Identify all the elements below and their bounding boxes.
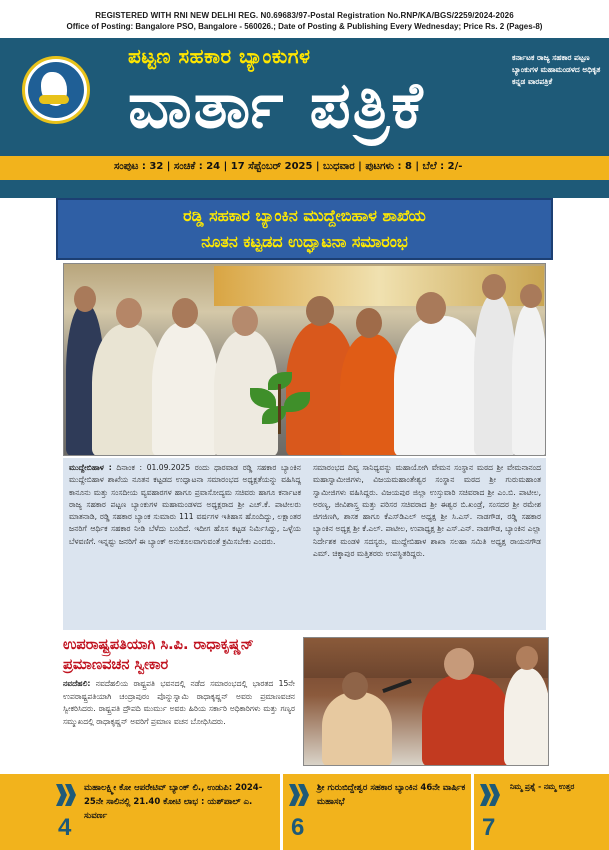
masthead-subtitle: ಪಟ್ಟಣ ಸಹಕಾರ ಬ್ಯಾಂಕುಗಳ (128, 44, 311, 68)
issue-info-text: ಸಂಪುಟ : 32 | ಸಂಚಿಕೆ : 24 | 17 ಸೆಪ್ಟೆಂಬರ್ 2025 | ಬುಧವಾರ | ಪುಟಗಳು : 8 | ಬೆಲೆ : 2/- (114, 161, 463, 172)
inauguration-photo (63, 263, 546, 456)
masthead-title: ವಾರ್ತಾ ಪತ್ರಿಕೆ (128, 69, 425, 143)
footer-item-text: ನಿಮ್ಮ ಪ್ರಶ್ನೆ - ನಮ್ಮ ಉತ್ತರ (510, 782, 575, 791)
registration-line-2: Office of Posting: Bangalore PSO, Bangalore - 560026.; Date of Posting & Publishing Every Wednesday; Price Rs. 2 (Pages-8) (66, 22, 543, 31)
federation-logo-icon (22, 56, 90, 124)
second-story-dateline: ನವದೆಹಲಿ: (63, 679, 91, 688)
registration-line-1: REGISTERED WITH RNI NEW DELHI REG. N0.69683/97-Postal Registration No.RNP/KA/BGS/2259/2024-2026 (95, 11, 514, 20)
footer-page-number: 4 (58, 814, 72, 841)
footer-item-page-7[interactable] (474, 774, 609, 850)
footer-page-number: 6 (291, 814, 305, 841)
masthead (0, 38, 609, 156)
footer-index (0, 774, 609, 850)
lead-headline-box (56, 198, 553, 260)
sapling-plant-icon (250, 364, 312, 434)
footer-page-number: 7 (482, 814, 496, 841)
divider-strip (0, 180, 609, 198)
issue-info-bar (0, 156, 609, 180)
lead-headline-line-2: ನೂತನ ಕಟ್ಟಡದ ಉದ್ಘಾಟನಾ ಸಮಾರಂಭ (201, 232, 408, 251)
second-story-body (63, 678, 295, 728)
footer-item-text: ಶ್ರೀ ಗುರುಬಿದ್ದೇಶ್ವರ ಸಹಕಾರ ಬ್ಯಾಂಕಿನ 46ನೇ ವಾರ್ಷಿಕ ಮಹಾಸಭೆ (317, 783, 466, 807)
lead-article-column-2: ಸಮಾರಂಭದ ದಿವ್ಯ ಸಾನಿಧ್ಯವನ್ನು ಮಹಾಯೋಗಿ ವೇಮನ ಸಂಸ್ಥಾನ ಮಠದ ಶ್ರೀ ವೇಮನಾನಂದ ಮಹಾಸ್ವಾಮೀಜಿಗಳು, ವಿಜಯಮಹಾಂತೇಶ್ವರ ಸಂಸ್ಥಾನ ಮಠದ ಶ್ರೀ ಗುರುಮಹಾಂತ ಸ್ವಾಮೀಜಿಗಳು ವಹಿಸಿದ್ದರು. ವಿಜಯಪುರ ಜಿಲ್ಲಾ ಉಸ್ತುವಾರಿ ಸಚಿವರಾದ ಶ್ರೀ ಎಂ.ಬಿ. ಪಾಟೀಲ, ಅರಣ್ಯ, ಜೀವಿಶಾಸ್ತ್ರ ಮತ್ತು ಪರಿಸರ ಸಚಿವರಾದ ಶ್ರೀ ಈಶ್ವರ ಬಿ.ಖಂಡ್ರೆ, ಸಂಸದರ ಶ್ರೀ ರಮೇಶ ಜಿಗಜಿಣಗಿ, ಶಾಸಕ ಹಾಗೂ ಕೆಎಸ್‌ಡಿಎಲ್ ಅಧ್ಯಕ್ಷ ಶ್ರೀ ಸಿ.ಎಸ್. ನಾಡಗೌಡ, ರಡ್ಡಿ ಸಹಕಾರ ಬ್ಯಾಂಕಿನ ಅಧ್ಯಕ್ಷ ಶ್ರೀ ಕೆ.ಎಲ್. ಪಾಟೀಲ, ಉಪಾಧ್ಯಕ್ಷ ಶ್ರೀ ಎಸ್.ಎನ್. ನಾಡಗೌಡ, ಬ್ಯಾಂಕಿನ ಎಲ್ಲಾ ನಿರ್ದೇಶಕ ಮಂಡಳಿ ಸದಸ್ಯರು, ಮುದ್ದೇಬಿಹಾಳ ಶಾಖಾ ಸಲಹಾ ಸಮಿತಿ ಅಧ್ಯಕ್ಷ ರಾಯನಗೌಡ ಎಮ್. ಚಿಕ್ಕಾಪುರ ಮತ್ತಿತರರು ಉಪಸ್ಥಿತರಿದ್ದರು. (313, 463, 541, 559)
second-story-text: ನವದೆಹಲಿಯ ರಾಷ್ಟ್ರಪತಿ ಭವನದಲ್ಲಿ ನಡೆದ ಸಮಾರಂಭದಲ್ಲಿ ಭಾರತದ 15ನೇ ಉಪರಾಷ್ಟ್ರಪತಿಯಾಗಿ ಚಂದ್ರಾಪುರಂ ಪೊನ್ನುಸ್ವಾಮಿ ರಾಧಾಕೃಷ್ಣನ್ ಅವರು ಪ್ರಮಾಣವಚನ ಸ್ವೀಕರಿಸಿದರು. ರಾಷ್ಟ್ರಪತಿ ದ್ರೌಪದಿ ಮುರ್ಮು ಅವರು ಹಿರಿಯ ಸರ್ಕಾರಿ ಅಧಿಕಾರಿಗಳು ಮತ್ತು ಗಣ್ಯರ ಸಮ್ಮುಖದಲ್ಲಿ ರಾಧಾಕೃಷ್ಣನ್ ಅವರಿಗೆ ಪ್ರಮಾಣ ವಚನ ಬೋಧಿಸಿದರು. (63, 679, 295, 726)
chevron-right-icon (56, 784, 78, 806)
lead-headline-line-1: ರಡ್ಡಿ ಸಹಕಾರ ಬ್ಯಾಂಕಿನ ಮುದ್ದೇಬಿಹಾಳ ಶಾಖೆಯ (183, 206, 426, 225)
footer-item-page-4[interactable] (0, 774, 263, 850)
second-story-headline: ಉಪರಾಷ್ಟ್ರಪತಿಯಾಗಿ ಸಿ.ಪಿ. ರಾಧಾಕೃಷ್ಣನ್ ಪ್ರಮಾಣವಚನ ಸ್ವೀಕಾರ (63, 637, 254, 673)
chevron-right-icon (480, 784, 502, 806)
masthead-side-note: ಕರ್ನಾಟಕ ರಾಜ್ಯ ಸಹಕಾರ ಪಟ್ಟಣ ಬ್ಯಾಂಕುಗಳ ಮಹಾಮಂಡಳದ ಅಧಿಕೃತ ಕನ್ನಡ ವಾರಪತ್ರಿಕೆ (512, 53, 601, 86)
lead-article (63, 458, 546, 630)
oath-ceremony-photo (303, 637, 549, 766)
chevron-right-icon (289, 784, 311, 806)
footer-item-page-6[interactable] (283, 774, 466, 850)
lead-article-text-1: ದಿನಾಂಕ : 01.09.2025 ರಂದು ಧಾರವಾಡ ರಡ್ಡಿ ಸಹಕಾರ ಬ್ಯಾಂಕಿನ ಮುದ್ದೇಬಿಹಾಳ ಶಾಖೆಯ ನೂತನ ಕಟ್ಟಡದ ಉದ್ಘಾಟನಾ ಸಮಾರಂಭದ ಅಧ್ಯಕ್ಷತೆಯನ್ನು ವಹಿಸಿದ್ದ ಕಾನೂನು ಮತ್ತು ಸಂಸದೀಯ ವ್ಯವಹಾರಗಳ ಹಾಗೂ ಪ್ರವಾಸೋದ್ಯಮ ಸಚಿವರು ಹಾಗೂ ಕರ್ನಾಟಕ ರಾಜ್ಯ ಸಹಕಾರ ಪಟ್ಟಣ ಬ್ಯಾಂಕುಗಳ ಮಹಾಮಂಡಳದ ಅಧ್ಯಕ್ಷರಾದ ಶ್ರೀ ಎಚ್.ಕೆ. ಪಾಟೀಲರು ಮಾತನಾಡಿ, ರಡ್ಡಿ ಸಹಕಾರ ಬ್ಯಾಂಕ ಸುಮಾರು 111 ವರ್ಷಗಳ ಇತಿಹಾಸ ಹೊಂದಿದ್ದು, ಲಕ್ಷಾಂತರ ಜನರಿಗೆ ಆರ್ಥಿಕ ಸಹಕಾರ ನೀಡಿ ಬೆಳೆದು ಬಂದಿದೆ. ಇದೀಗ ಹೊಸ ಕಟ್ಟಡ ನಿರ್ಮಿಸಿದ್ದು, ಒಳ್ಳೆಯ ಬೆಳವಣಿಗೆ. ಇನ್ನಷ್ಟು ಜನರಿಗೆ ಈ ಬ್ಯಾಂಕ್ ಅನುಕೂಲವಾಗುವಂತೆ ಕ್ರಮಿಸಬೇಕು ಎಂದರು. (69, 463, 302, 546)
footer-item-text: ಮಹಾಲಕ್ಷ್ಮೀ ಕೋ ಆಪರೇಟಿವ್ ಬ್ಯಾಂಕ್ ಲಿ., ಉಡುಪಿ: 2024-25ನೇ ಸಾಲಿನಲ್ಲಿ 21.40 ಕೋಟಿ ಲಾಭ : ಯಶ್‌ಪಾಲ್ ಎ. ಸುವರ್ಣ (84, 783, 263, 821)
lead-dateline: ಮುದ್ದೇಬಿಹಾಳ : (69, 463, 112, 472)
registration-block (0, 10, 609, 32)
lead-article-column-1 (69, 462, 301, 548)
